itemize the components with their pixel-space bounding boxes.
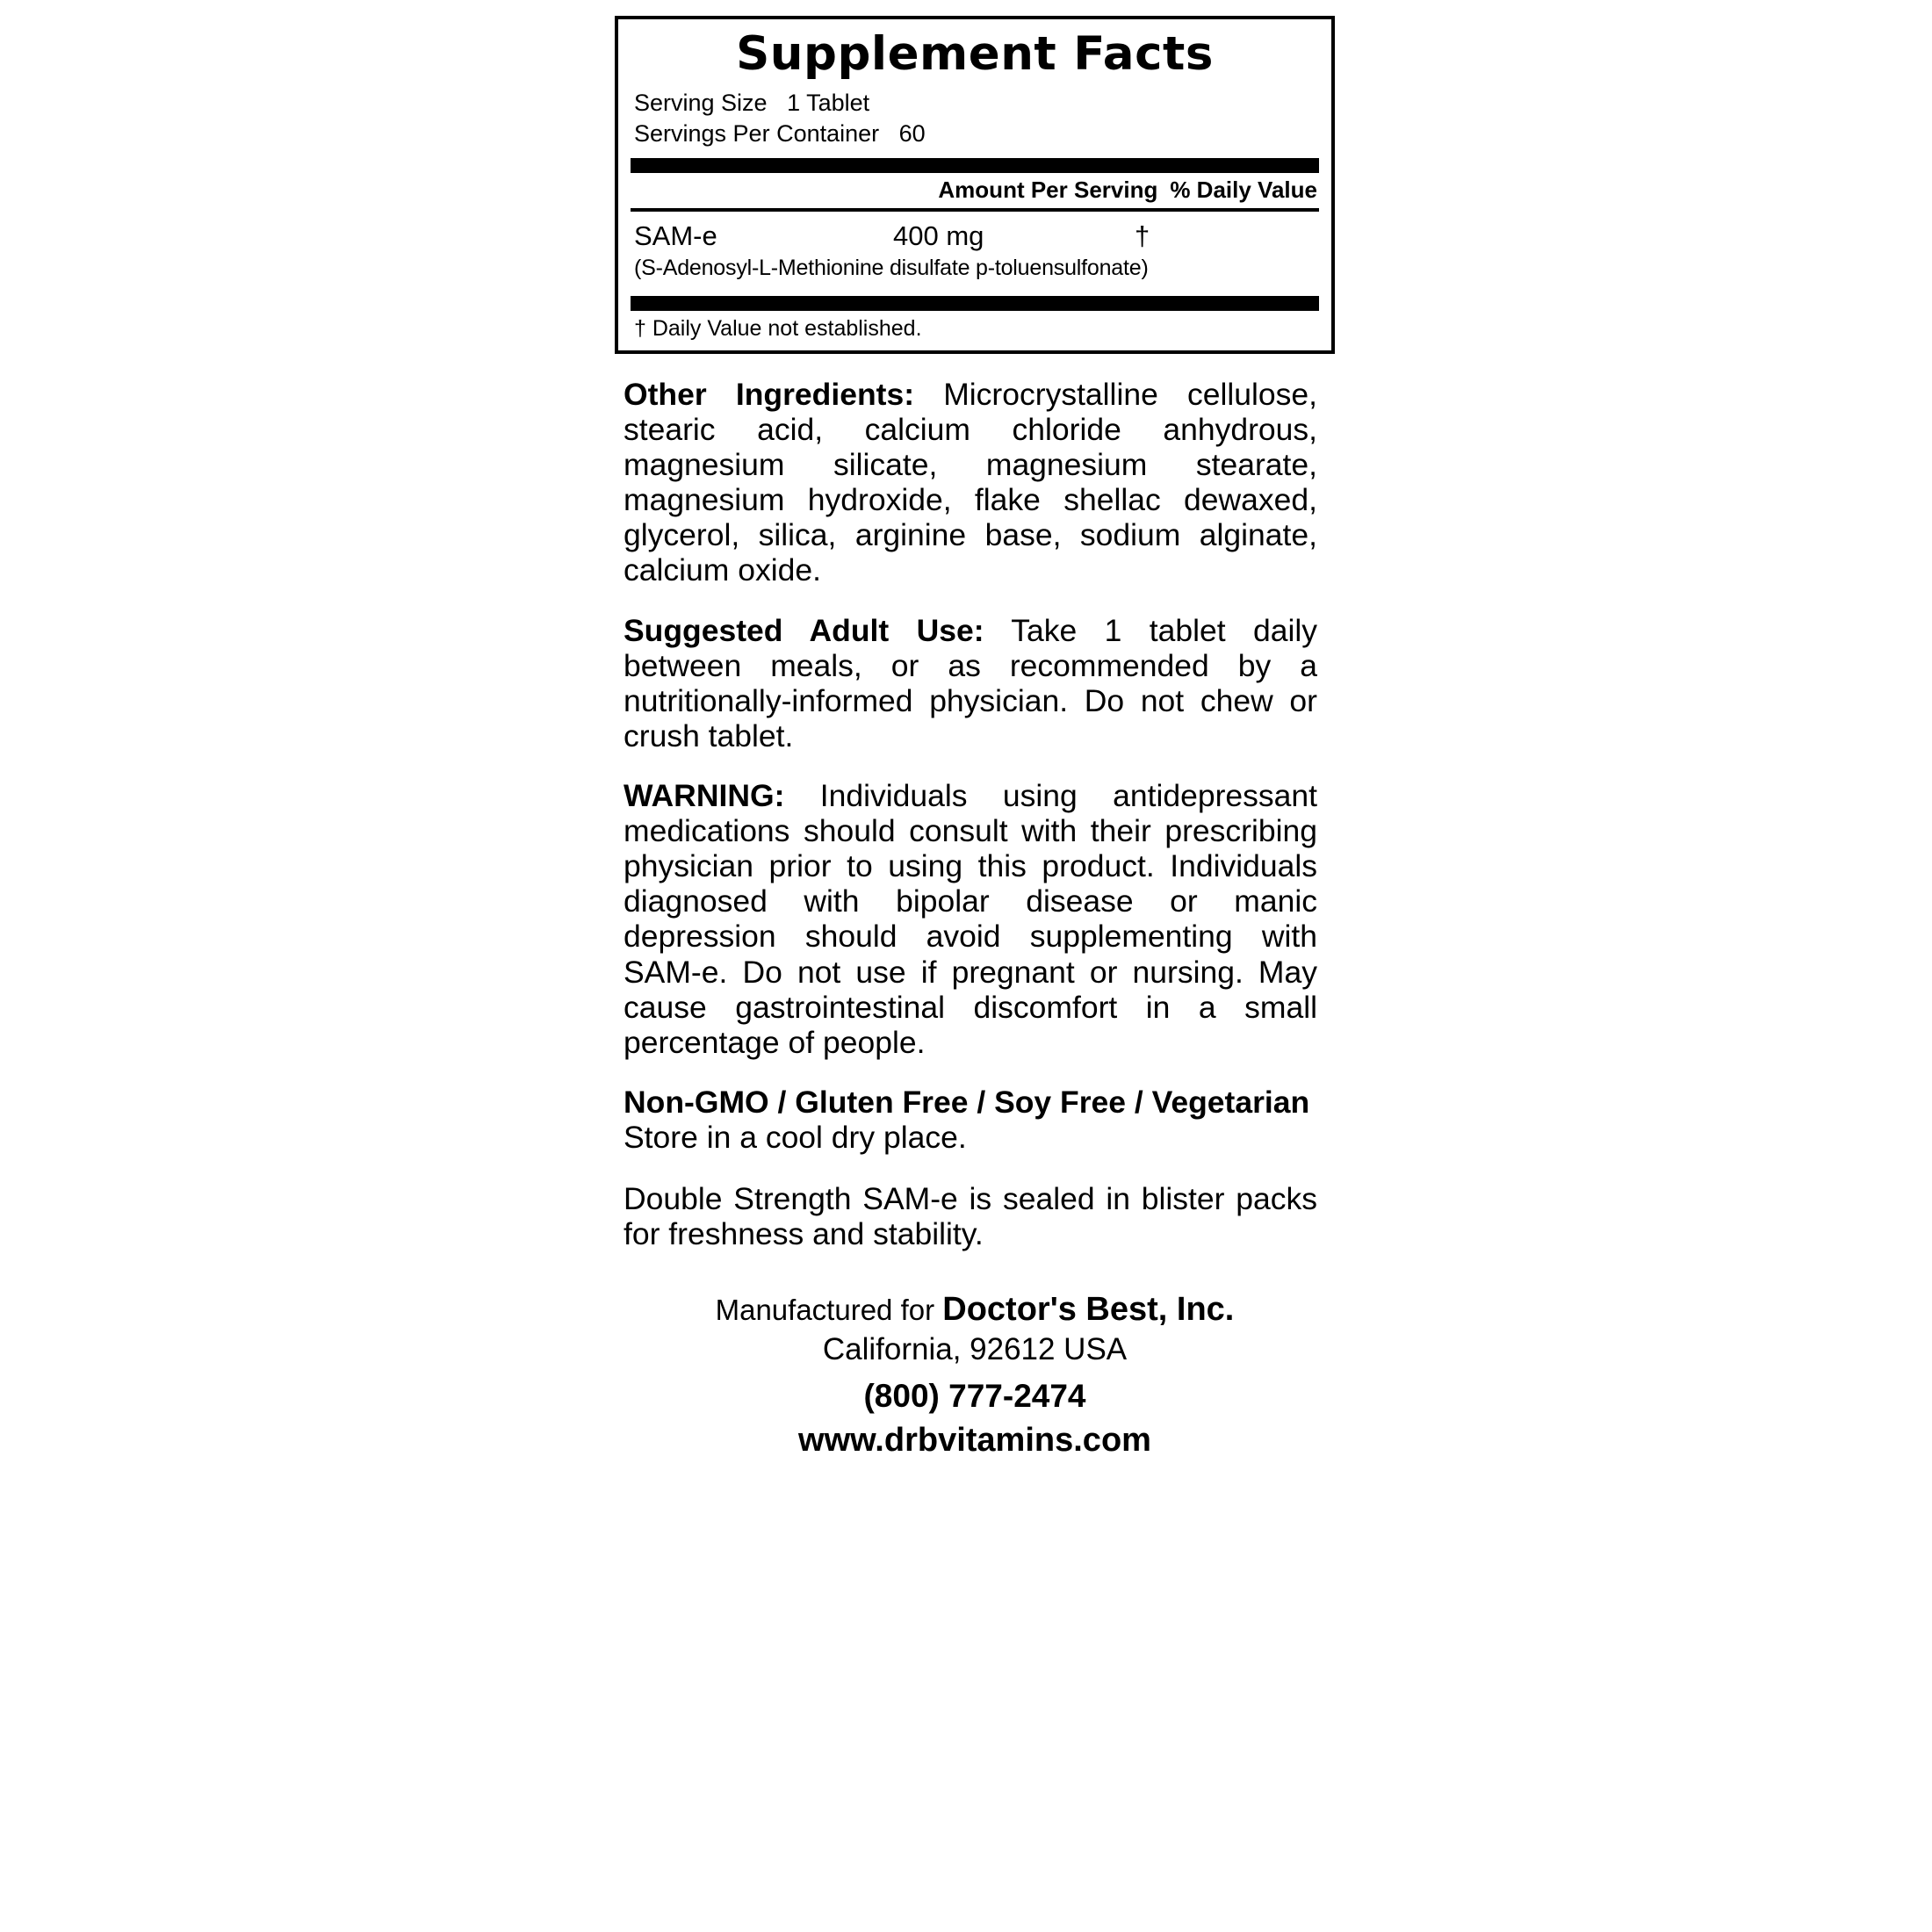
servings-per-container-row	[634, 119, 1319, 150]
servings-per-container-label: Servings Per Container	[634, 120, 880, 148]
manufactured-for-line	[615, 1292, 1335, 1329]
manufacturer-footer	[615, 1251, 1335, 1460]
company-phone: (800) 777-2474	[863, 1377, 1086, 1414]
warning-label: WARNING:	[624, 777, 785, 813]
company-location: California, 92612 USA	[822, 1332, 1128, 1367]
suggested-use-text: Take 1 tablet daily between meals, or as recommended by a nutritionally-informed physician. Do not chew or crush tablet.	[624, 612, 1317, 753]
other-ingredients-paragraph	[624, 377, 1317, 588]
company-website[interactable]: www.drbvitamins.com	[798, 1421, 1151, 1459]
suggested-use-label: Suggested Adult Use:	[624, 612, 984, 648]
company-name: Doctor's Best, Inc.	[942, 1291, 1235, 1329]
panel-rule-thick-bottom	[631, 296, 1319, 311]
other-ingredients-label: Other Ingredients:	[624, 376, 915, 412]
nutrient-amount: 400 mg	[893, 220, 984, 251]
serving-size-row	[634, 88, 1319, 119]
warning-paragraph	[624, 778, 1317, 1060]
supplement-label	[615, 16, 1335, 1460]
storage-text: Store in a cool dry place.	[624, 1119, 967, 1155]
daily-value-footnote: † Daily Value not established.	[634, 315, 922, 341]
serving-size-label: Serving Size	[634, 89, 768, 116]
amount-per-serving-header: Amount Per Serving	[938, 176, 1158, 203]
label-body-copy	[624, 354, 1317, 1251]
daily-value-header: % Daily Value	[1170, 176, 1317, 203]
packaging-text: Double Strength SAM-e is sealed in blister packs for freshness and stability.	[624, 1181, 1317, 1252]
supplement-facts-panel	[615, 16, 1335, 354]
manufactured-for-label: Manufactured for	[715, 1294, 935, 1327]
nutrient-name: SAM-e	[634, 220, 717, 251]
other-ingredients-text: Microcrystalline cellulose, stearic acid, calcium chloride anhydrous, magnesium silicate, magnesium stearate, magnesium hydroxide, flake shellac dewaxed, glycerol, silica, arginine base, sodium alginate, calcium oxide.	[624, 376, 1318, 588]
panel-rule-thick-top	[631, 158, 1319, 173]
claims-text: Non-GMO / Gluten Free / Soy Free / Vegetarian	[624, 1084, 1310, 1120]
serving-size-value: 1 Tablet	[787, 89, 870, 116]
column-headers	[631, 173, 1319, 208]
nutrient-daily-value: †	[1135, 220, 1150, 251]
suggested-use-paragraph	[624, 613, 1317, 753]
nutrient-chemical-name: (S-Adenosyl-L-Methionine disulfate p-toluensulfonate)	[634, 255, 1149, 280]
table-row	[631, 212, 1319, 252]
warning-text: Individuals using antidepressant medications should consult with their prescribing physician prior to using this product. Individuals diagnosed with bipolar disease or manic depression should avoid supplementing with SAM-e. Do not use if pregnant or nursing. May cause gastrointestinal discomfort in a small percentage of people.	[624, 777, 1317, 1060]
supplement-facts-title: Supplement Facts	[736, 27, 1214, 81]
servings-per-container-value: 60	[898, 120, 926, 148]
